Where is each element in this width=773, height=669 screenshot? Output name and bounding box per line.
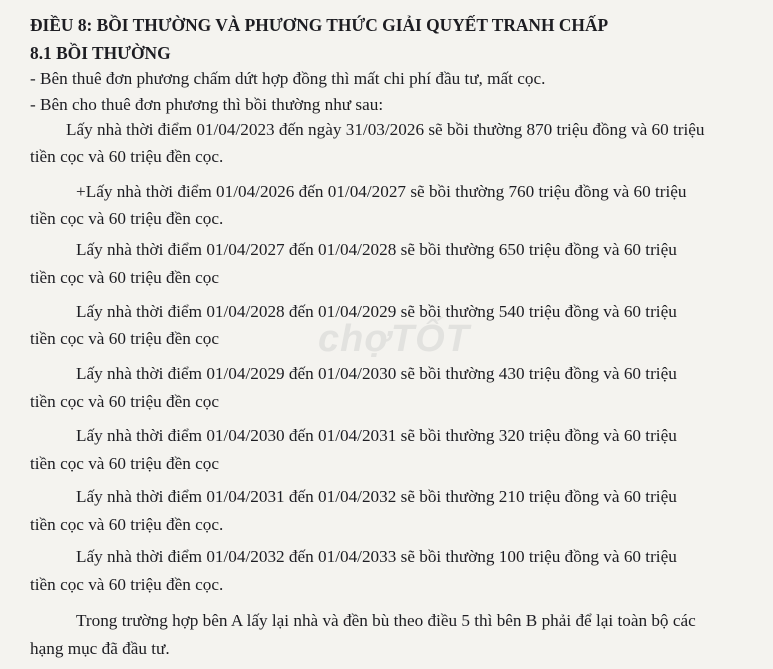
clause-4-line-2: tiền cọc và 60 triệu đền cọc <box>30 329 219 348</box>
bullet-tenant: - Bên thuê đơn phương chấm dứt hợp đồng thì mất chi phí đầu tư, mất cọc. <box>30 69 546 88</box>
clause-7-line-2: tiền cọc và 60 triệu đền cọc. <box>30 515 224 534</box>
clause-4-line-1: Lấy nhà thời điểm 01/04/2028 đến 01/04/2029 sẽ bồi thường 540 triệu đồng và 60 triệu <box>76 302 677 321</box>
closing-line-1: Trong trường hợp bên A lấy lại nhà và đền bù theo điều 5 thì bên B phải để lại toàn bộ các <box>76 611 696 630</box>
clause-6-line-2: tiền cọc và 60 triệu đền cọc <box>30 454 219 473</box>
closing-line-2: hạng mục đã đầu tư. <box>30 639 170 658</box>
clause-3-line-2: tiền cọc và 60 triệu đền cọc <box>30 268 219 287</box>
clause-3-line-1: Lấy nhà thời điểm 01/04/2027 đến 01/04/2028 sẽ bồi thường 650 triệu đồng và 60 triệu <box>76 240 677 259</box>
chotot-watermark: chợTỐT <box>318 318 470 360</box>
clause-2-line-2: tiền cọc và 60 triệu đền cọc. <box>30 209 224 228</box>
clause-5-line-1: Lấy nhà thời điểm 01/04/2029 đến 01/04/2030 sẽ bồi thường 430 triệu đồng và 60 triệu <box>76 364 677 383</box>
clause-6-line-1: Lấy nhà thời điểm 01/04/2030 đến 01/04/2031 sẽ bồi thường 320 triệu đồng và 60 triệu <box>76 426 677 445</box>
section-heading: 8.1 BỒI THƯỜNG <box>30 43 171 63</box>
clause-5-line-2: tiền cọc và 60 triệu đền cọc <box>30 392 219 411</box>
clause-1-line-1: Lấy nhà thời điểm 01/04/2023 đến ngày 31/03/2026 sẽ bồi thường 870 triệu đồng và 60 triệu <box>66 120 705 139</box>
clause-8-line-1: Lấy nhà thời điểm 01/04/2032 đến 01/04/2033 sẽ bồi thường 100 triệu đồng và 60 triệu <box>76 547 677 566</box>
clause-7-line-1: Lấy nhà thời điểm 01/04/2031 đến 01/04/2032 sẽ bồi thường 210 triệu đồng và 60 triệu <box>76 487 677 506</box>
clause-8-line-2: tiền cọc và 60 triệu đền cọc. <box>30 575 224 594</box>
clause-2-line-1: +Lấy nhà thời điểm 01/04/2026 đến 01/04/2027 sẽ bồi thường 760 triệu đồng và 60 triệu <box>76 182 687 201</box>
bullet-landlord: - Bên cho thuê đơn phương thì bồi thường như sau: <box>30 95 384 114</box>
article-title: ĐIỀU 8: BỒI THƯỜNG VÀ PHƯƠNG THỨC GIẢI QUYẾT TRANH CHẤP <box>30 15 609 35</box>
clause-1-line-2: tiền cọc và 60 triệu đền cọc. <box>30 147 224 166</box>
